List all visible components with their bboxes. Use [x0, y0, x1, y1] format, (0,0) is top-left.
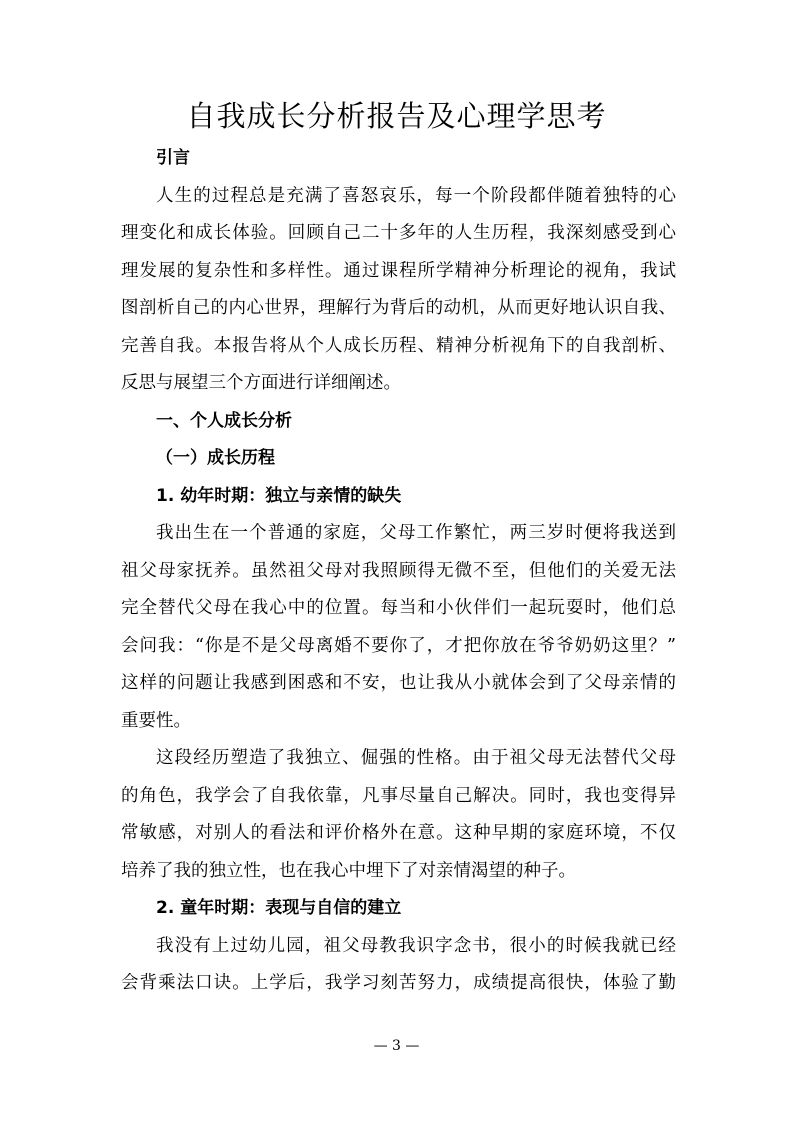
- item1-heading: 1. 幼年时期：独立与亲情的缺失: [156, 485, 402, 506]
- section1-heading: 一、个人成长分析: [156, 410, 292, 431]
- text-line: 图剖析自己的内心世界，理解行为背后的动机，从而更好地认识自我、: [121, 298, 676, 318]
- text-line: 的角色，我学会了自我依靠，凡事尽量自己解决。同时，我也变得异: [121, 785, 676, 806]
- text-line: 培养了我的独立性，也在我心中埋下了对亲情渴望的种子。: [121, 860, 576, 881]
- subsection1-heading: （一）成长历程: [156, 448, 275, 468]
- text-line: 会背乘法口诀。上学后，我学习刻苦努力，成绩提高很快，体验了勤: [121, 973, 676, 993]
- intro-paragraph: [121, 178, 676, 403]
- item1-paragraph-1: [121, 515, 676, 740]
- text-line: 人生的过程总是充满了喜怒哀乐，每一个阶段都伴随着独特的心: [156, 185, 676, 206]
- text-line: 理发展的复杂性和多样性。通过课程所学精神分析理论的视角，我试: [121, 260, 676, 281]
- text-line: 这样的问题让我感到困惑和不安，也让我从小就体会到了父母亲情的: [121, 673, 676, 693]
- item2-paragraph-1: [121, 928, 676, 1003]
- text-line: 完全替代父母在我心中的位置。每当和小伙伴们一起玩耍时，他们总: [121, 598, 676, 618]
- intro-heading: 引言: [156, 148, 190, 168]
- text-line: 会问我：“你是不是父母离婚不要你了，才把你放在爷爷奶奶这里？”: [121, 635, 676, 656]
- text-line: 理变化和成长体验。回顾自己二十多年的人生历程，我深刻感受到心: [121, 223, 676, 243]
- item2-heading: 2. 童年时期：表现与自信的建立: [156, 898, 402, 918]
- text-line: 我没有上过幼儿园，祖父母教我识字念书，很小的时候我就已经: [156, 935, 676, 956]
- text-line: 完善自我。本报告将从个人成长历程、精神分析视角下的自我剖析、: [121, 335, 676, 356]
- item1-paragraph-2: [121, 740, 676, 890]
- text-line: 重要性。: [121, 710, 191, 731]
- text-line: 祖父母家抚养。虽然祖父母对我照顾得无微不至，但他们的关爱无法: [121, 560, 676, 581]
- text-line: 我出生在一个普通的家庭，父母工作繁忙，两三岁时便将我送到: [156, 523, 676, 543]
- text-line: 反思与展望三个方面进行详细阐述。: [121, 373, 401, 393]
- text-line: 这段经历塑造了我独立、倔强的性格。由于祖父母无法替代父母: [156, 748, 676, 768]
- text-line: 常敏感，对别人的看法和评价格外在意。这种早期的家庭环境，不仅: [121, 823, 676, 843]
- page-number: — 3 —: [373, 1038, 420, 1054]
- document-body: [121, 140, 676, 1003]
- document-title: 自我成长分析报告及心理学思考: [186, 99, 607, 133]
